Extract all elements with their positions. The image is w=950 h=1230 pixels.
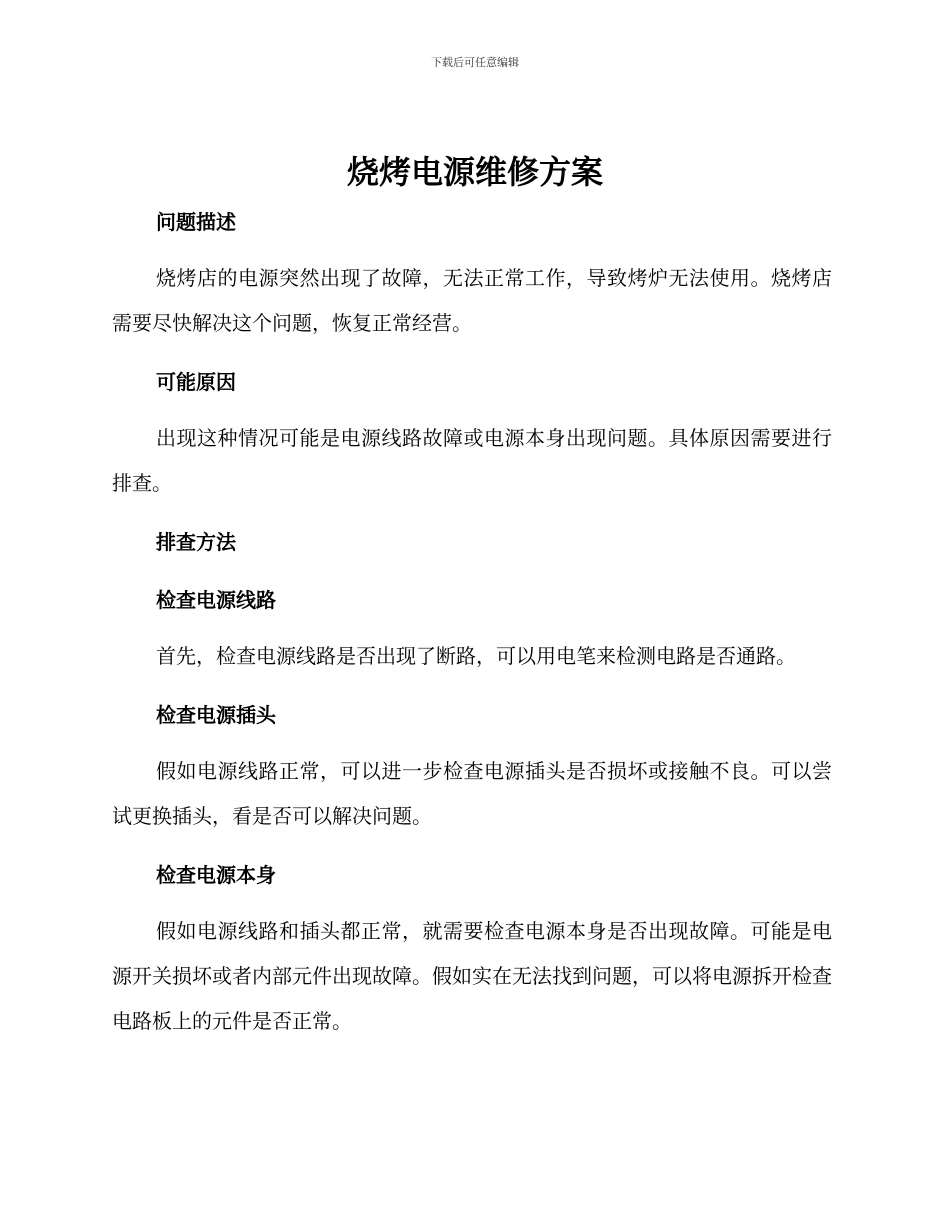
document-body (112, 200, 832, 1044)
page-header-note: 下载后可任意编辑 (431, 56, 519, 69)
section-paragraph-check-wiring: 首先，检查电源线路是否出现了断路，可以用电笔来检测电路是否通路。 (156, 644, 796, 668)
section-heading-check-plug: 检查电源插头 (156, 703, 276, 727)
section-paragraph-problem: 烧烤店的电源突然出现了故障，无法正常工作，导致烤炉无法使用。烧烤店需要尽快解决这个问题，恢复正常经营。 (112, 266, 832, 335)
section-paragraph-check-supply: 假如电源线路和插头都正常，就需要检查电源本身是否出现故障。可能是电源开关损坏或者内部元件出现故障。假如实在无法找到问题，可以将电源拆开检查电路板上的元件是否正常。 (112, 919, 832, 1033)
section-heading-check-supply: 检查电源本身 (156, 863, 276, 887)
section-paragraph-causes: 出现这种情况可能是电源线路故障或电源本身出现问题。具体原因需要进行排查。 (112, 426, 832, 495)
section-paragraph-check-plug: 假如电源线路正常，可以进一步检查电源插头是否损坏或接触不良。可以尝试更换插头，看是否可以解决问题。 (112, 759, 832, 828)
section-heading-problem: 问题描述 (156, 210, 236, 234)
document-title: 烧烤电源维修方案 (346, 153, 603, 191)
section-heading-causes: 可能原因 (156, 370, 236, 394)
section-heading-methods: 排查方法 (156, 530, 236, 554)
section-heading-check-wiring: 检查电源线路 (156, 588, 276, 612)
